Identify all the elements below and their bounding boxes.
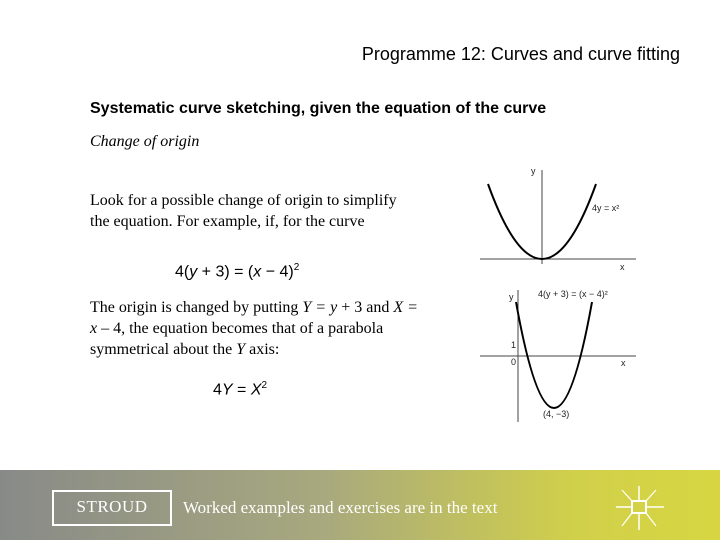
top-parabola-graph: [474, 160, 644, 275]
subsection-title: Change of origin: [90, 133, 200, 150]
para2-text-4: axis:: [245, 341, 280, 358]
equation-original: [175, 262, 299, 281]
bottom-tick-one: 1: [511, 340, 517, 350]
para2-var-3: Y: [236, 341, 246, 358]
slide-title: Programme 12: Curves and curve fitting: [361, 44, 680, 64]
bottom-vertex-label: (4, −3): [543, 409, 570, 419]
eq2-var-X: X: [250, 381, 262, 399]
eq1-exponent: 2: [293, 262, 300, 273]
eq2-exponent: 2: [261, 380, 268, 391]
compass-logo-icon: [612, 484, 668, 532]
eq1-mid: + 3) = (: [197, 263, 254, 281]
change-of-origin-paragraph: [90, 297, 420, 360]
bottom-y-label: y: [509, 292, 514, 302]
top-x-label: x: [620, 262, 625, 272]
eq1-lhs: 4(: [175, 263, 190, 281]
eq1-var-y: y: [189, 263, 198, 281]
para2-text-2: + 3 and: [337, 299, 394, 316]
eq1-var-x: x: [253, 263, 262, 281]
eq2-coefficient: 4: [213, 381, 222, 399]
bottom-parabola-curve: [516, 302, 592, 408]
top-equation-label: 4y = x²: [592, 203, 620, 213]
footer-note: Worked examples and exercises are in the text: [183, 498, 498, 517]
eq2-var-Y: Y: [221, 381, 233, 399]
para2-var-2: X = x: [90, 299, 418, 337]
bottom-x-label: x: [621, 358, 626, 368]
eq2-equals: =: [232, 381, 251, 399]
bottom-parabola-graph: [474, 282, 644, 424]
eq1-rhs: − 4): [261, 263, 294, 281]
para2-var-1: Y = y: [302, 299, 338, 316]
bottom-equation-label: 4(y + 3) = (x − 4)²: [538, 289, 608, 299]
para2-text-3: – 4, the equation becomes that of a parabola symmetrical about the: [90, 320, 384, 358]
section-heading: Systematic curve sketching, given the equation of the curve: [90, 100, 547, 117]
top-y-label: y: [531, 166, 536, 176]
bottom-tick-zero: 0: [511, 357, 517, 367]
equation-transformed: [213, 380, 267, 399]
intro-paragraph: Look for a possible change of origin to simplify the equation. For example, if, for the curve: [90, 192, 397, 230]
stroud-brand-box: STROUD: [52, 490, 172, 526]
para2-text-1: The origin is changed by putting: [90, 299, 303, 316]
